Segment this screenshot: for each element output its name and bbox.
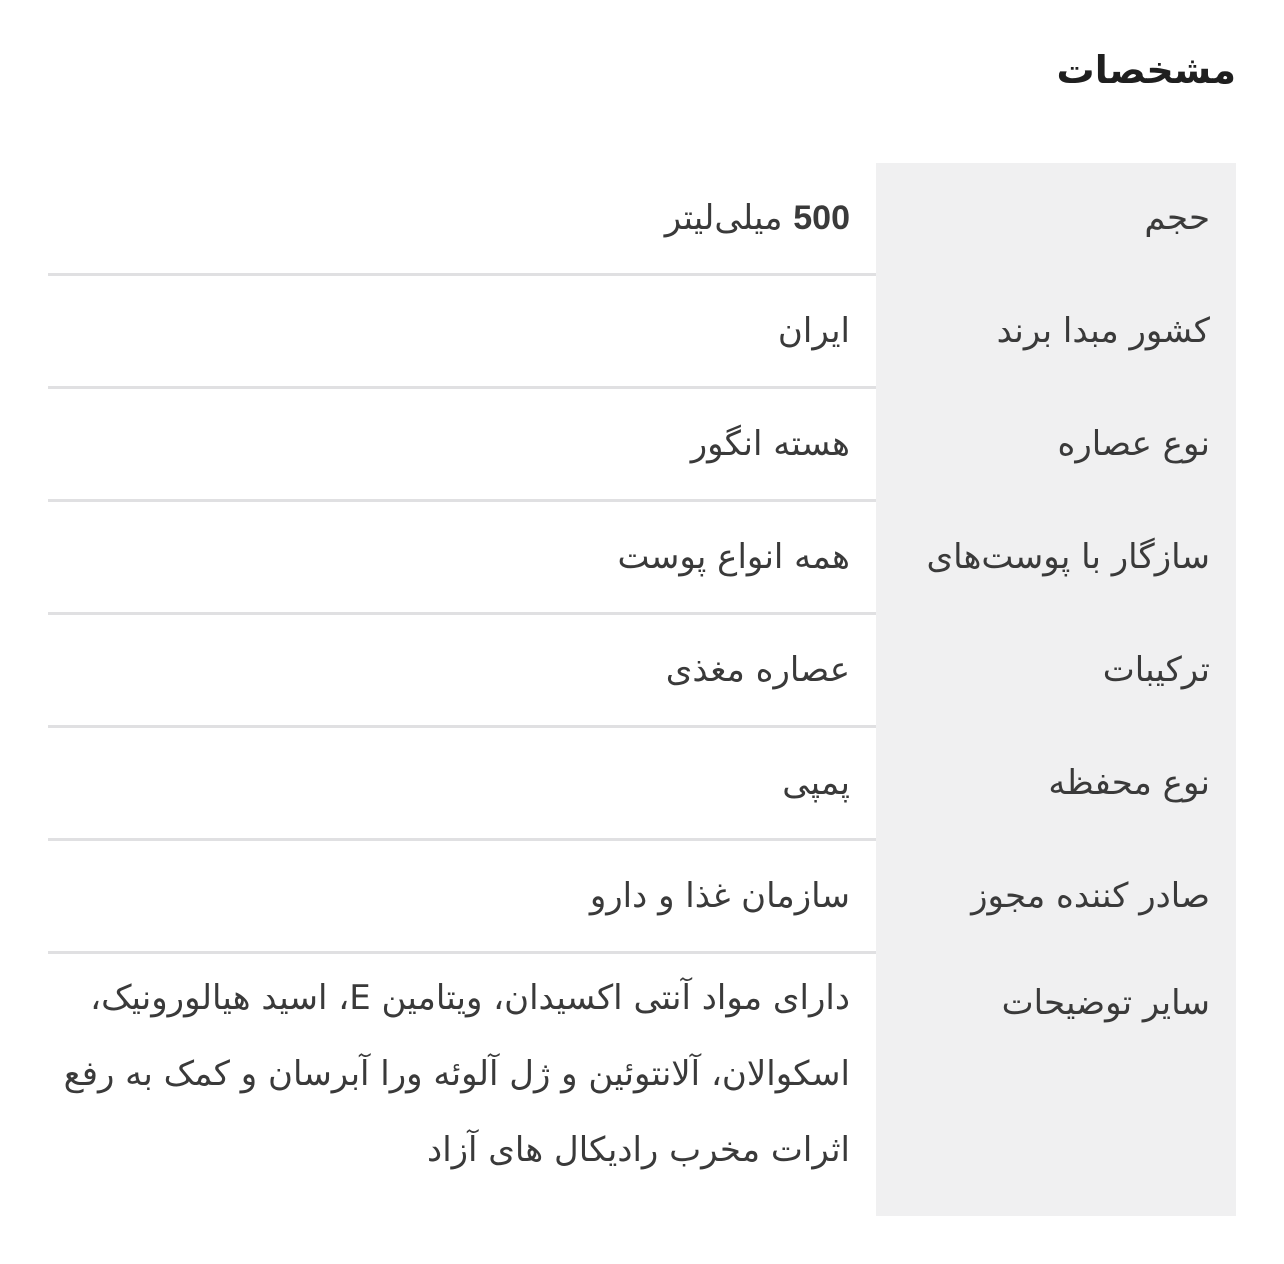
spec-value: پمپی <box>48 728 876 841</box>
spec-label: سایر توضیحات <box>876 954 1236 1216</box>
spec-row-skin-type <box>48 502 1236 615</box>
spec-label: حجم <box>876 163 1236 276</box>
spec-label: نوع محفظه <box>876 728 1236 841</box>
spec-label: کشور مبدا برند <box>876 276 1236 389</box>
spec-value: همه انواع پوست <box>48 502 876 615</box>
spec-label: صادر کننده مجوز <box>876 841 1236 954</box>
spec-value: عصاره مغذی <box>48 615 876 728</box>
spec-row-volume <box>48 163 1236 276</box>
spec-row-container-type <box>48 728 1236 841</box>
spec-row-ingredients <box>48 615 1236 728</box>
spec-value: دارای مواد آنتی اکسیدان، ویتامین E، اسید هیالورونیک، اسکوالان، آلانتوئین و ژل آلوئه ورا آبرسان و کمک به رفع اثرات مخرب رادیکال های آزاد <box>63 978 850 1170</box>
spec-value-unit: میلی‌لیتر <box>664 198 783 238</box>
spec-value: سازمان غذا و دارو <box>48 841 876 954</box>
spec-label: نوع عصاره <box>876 389 1236 502</box>
spec-value: ایران <box>48 276 876 389</box>
spec-row-license-issuer <box>48 841 1236 954</box>
spec-row-extract-type <box>48 389 1236 502</box>
spec-row-brand-country <box>48 276 1236 389</box>
spec-label: ترکیبات <box>876 615 1236 728</box>
spec-label: سازگار با پوست‌های <box>876 502 1236 615</box>
spec-row-other-notes <box>48 954 1236 1216</box>
product-specs-page <box>48 0 1236 1264</box>
spec-value <box>48 163 876 276</box>
spec-value: هسته انگور <box>48 389 876 502</box>
specs-table <box>48 163 1236 1216</box>
spec-value-number: 500 <box>793 199 850 237</box>
specs-title: مشخصات <box>1056 48 1236 92</box>
